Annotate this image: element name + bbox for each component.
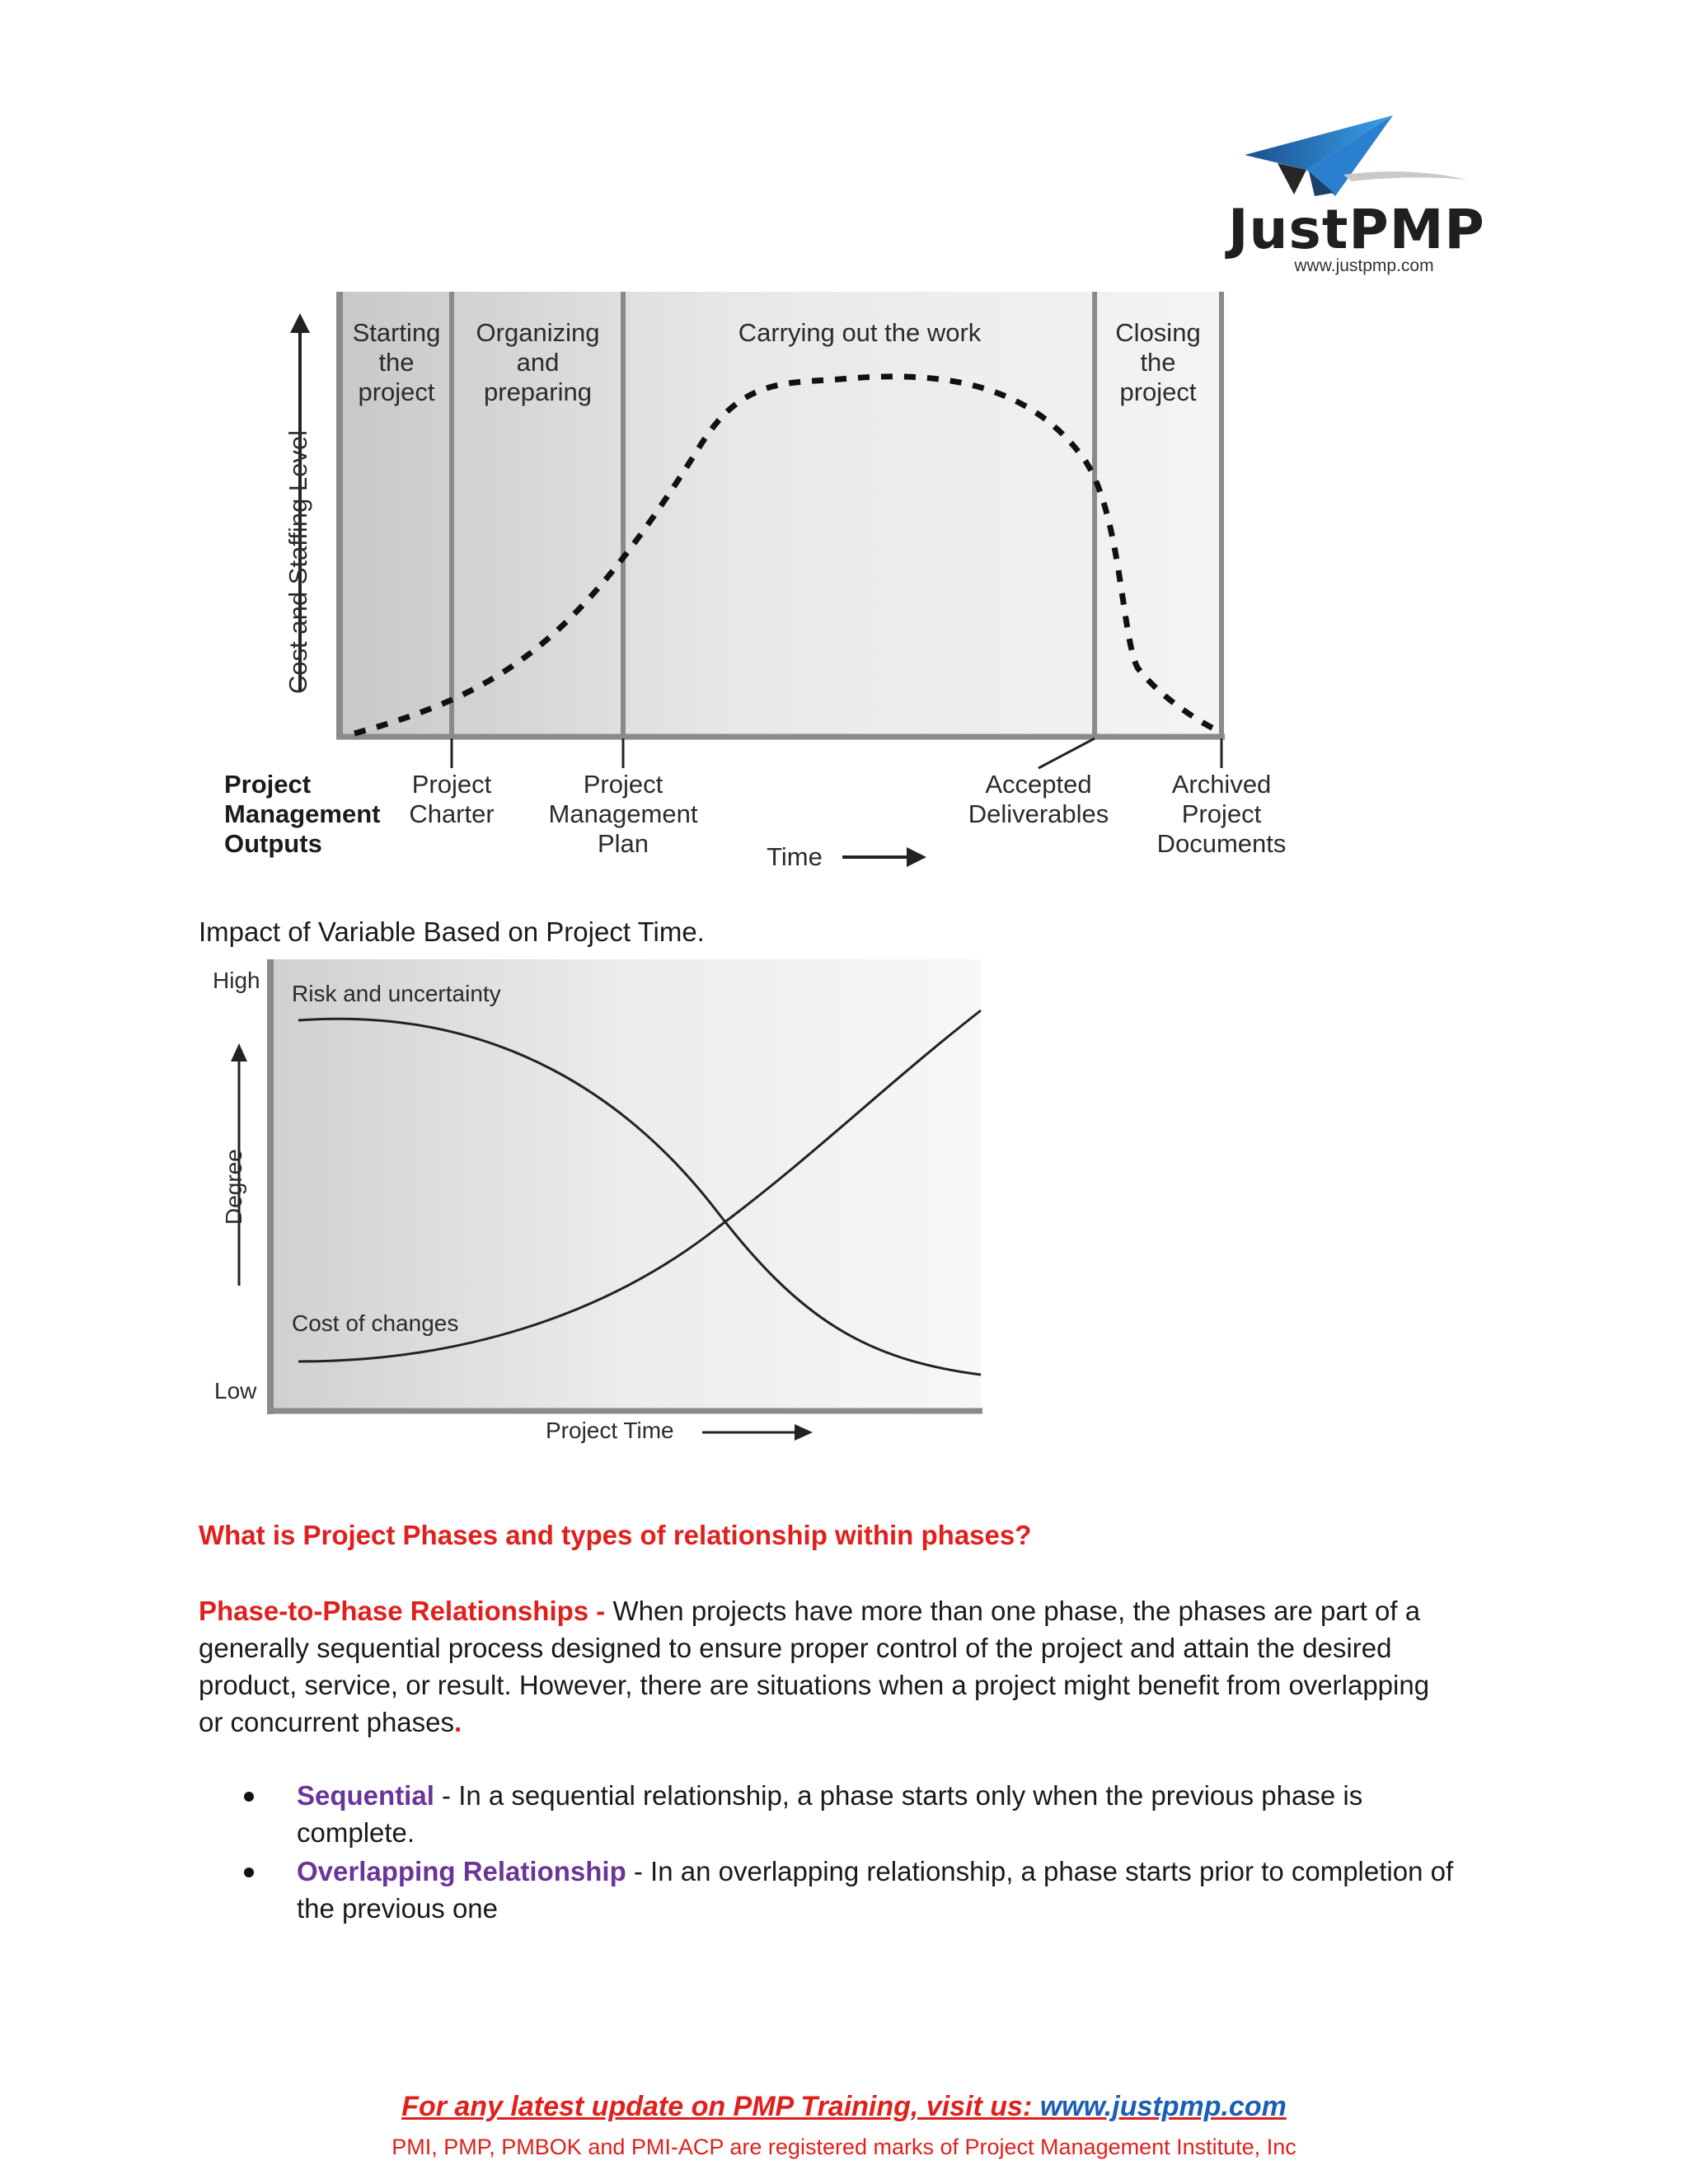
- bullet-term-overlapping: Overlapping Relationship: [297, 1856, 626, 1886]
- degree-arrowhead: [231, 1043, 247, 1062]
- phase-paragraph: [199, 1592, 1517, 1741]
- bullet-sequential: [297, 1777, 1517, 1851]
- phase-line-1: When projects have more than one phase, the phases are part of a: [605, 1596, 1421, 1626]
- cost-curve-label: Cost of changes: [292, 1310, 459, 1336]
- bullet-overlapping: [297, 1853, 1517, 1927]
- phase-label-starting: Starting the project: [352, 318, 441, 406]
- bullet-term-sequential: Sequential: [297, 1780, 434, 1811]
- bullet-dot-2: [244, 1868, 254, 1877]
- footer-promo: [0, 2091, 1688, 2123]
- output-accepted-deliverables: Accepted Deliverables: [968, 770, 1109, 828]
- time-arrowhead: [907, 847, 926, 867]
- output-management-plan: Project Management Plan: [548, 770, 698, 858]
- degree-label: Degree: [221, 1149, 246, 1225]
- bullet-sequential-line-2: complete.: [297, 1817, 415, 1848]
- phase-line-3: product, service, or result. However, there are situations when a project might benefit from overlapping: [199, 1670, 1430, 1700]
- high-label: High: [213, 968, 260, 993]
- bullet-sequential-line-1: - In a sequential relationship, a phase starts only when the previous phase is: [434, 1780, 1363, 1811]
- logo-url: www.justpmp.com: [1294, 256, 1434, 275]
- phase-period: .: [454, 1707, 462, 1737]
- low-label: Low: [214, 1378, 257, 1404]
- logo: [1228, 105, 1485, 279]
- bullet-overlapping-line-2: the previous one: [297, 1893, 499, 1924]
- output-project-charter: Project Charter: [409, 770, 495, 828]
- project-time-arrowhead: [795, 1424, 813, 1441]
- paper-plane-icon: [1228, 105, 1475, 204]
- logo-brand: JustPMP: [1228, 198, 1485, 261]
- bullet-dot-1: [244, 1792, 254, 1802]
- project-life-cycle-figure: [206, 288, 1294, 882]
- phase-line-2: generally sequential process designed to ensure proper control of the project and attain the desired: [199, 1633, 1392, 1663]
- risk-cost-figure: [206, 956, 989, 1451]
- phase-label-carrying-out: Carrying out the work: [738, 318, 982, 347]
- figure-caption: Impact of Variable Based on Project Time.: [199, 916, 705, 947]
- deliverables-tick: [1039, 738, 1095, 768]
- footer-promo-text: For any latest update on PMP Training, visit us:: [401, 2091, 1040, 2122]
- phase-label-organizing: Organizing and preparing: [476, 318, 600, 406]
- phase-label-closing: Closing the project: [1115, 318, 1201, 406]
- y-axis-label: Cost and Staffing Level: [284, 430, 312, 694]
- y-axis-arrowhead: [290, 313, 310, 333]
- footer-link[interactable]: www.justpmp.com: [1039, 2091, 1287, 2122]
- plot-area-2: [270, 959, 981, 1411]
- project-time-label: Project Time: [546, 1418, 674, 1443]
- section-heading: What is Project Phases and types of relationship within phases?: [199, 1520, 1032, 1550]
- outputs-heading: Project Management Outputs: [224, 770, 381, 858]
- output-archived-documents: Archived Project Documents: [1156, 770, 1287, 858]
- phase-line-4: or concurrent phases: [199, 1707, 455, 1737]
- bullet-overlapping-line-1: - In an overlapping relationship, a phase starts prior to completion of: [626, 1856, 1454, 1886]
- time-label: Time: [767, 842, 823, 871]
- risk-curve-label: Risk and uncertainty: [292, 981, 501, 1006]
- phase-title: Phase-to-Phase Relationships -: [199, 1596, 606, 1626]
- footer-trademark: PMI, PMP, PMBOK and PMI-ACP are registered marks of Project Management Institute, Inc: [392, 2135, 1296, 2159]
